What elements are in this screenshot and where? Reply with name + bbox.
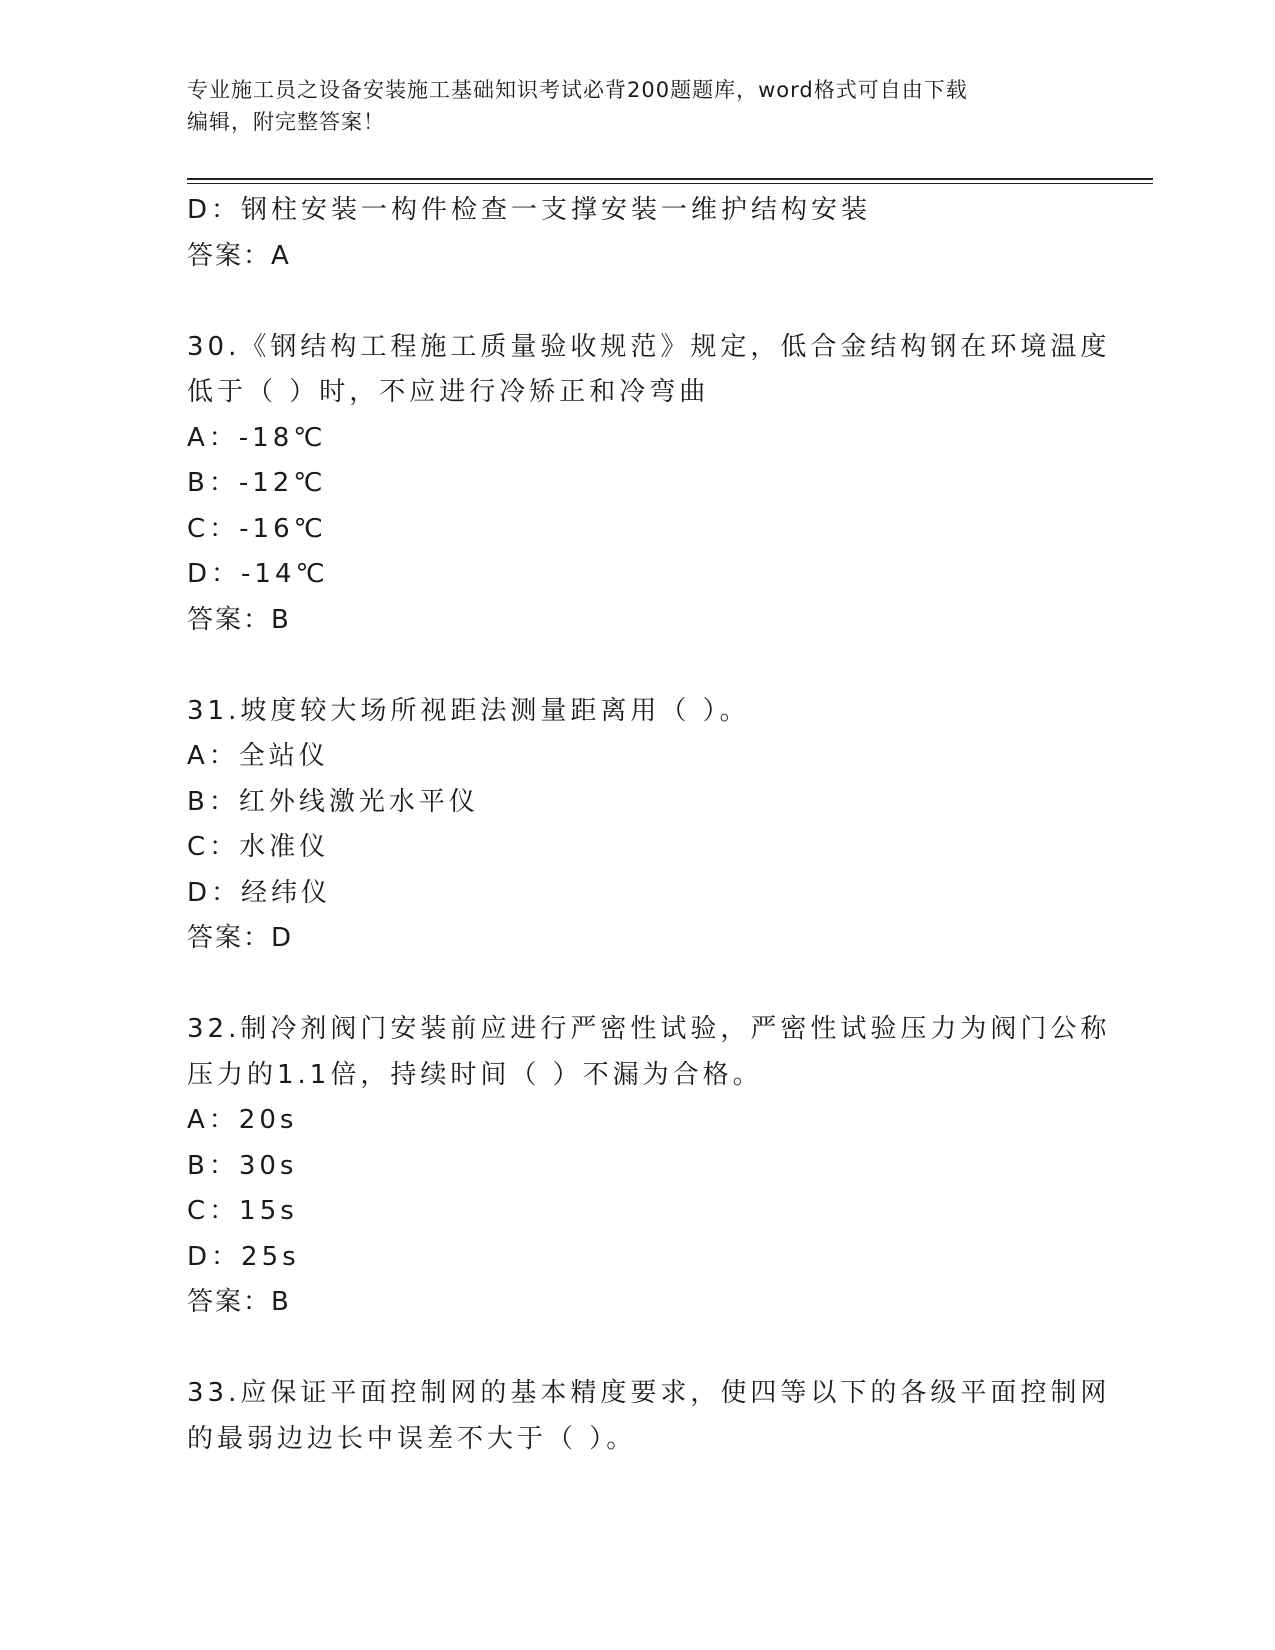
option-b: B：-12℃ <box>187 468 327 498</box>
option-b: B：30s <box>187 1150 298 1181</box>
question-list <box>187 188 1111 1462</box>
question-stem-line-1: 31.坡度较大场所视距法测量距离用（ ）。 <box>187 695 750 726</box>
spacer <box>187 279 1087 325</box>
answer-line: 答案：A <box>187 240 291 271</box>
answer-line: 答案：B <box>187 1287 291 1317</box>
question-stem-line-2: 压力的1.1倍，持续时间（ ）不漏为合格。 <box>187 1059 763 1090</box>
option-a: A：-18℃ <box>187 422 327 453</box>
option-b: B：红外线激光水平仪 <box>187 786 479 817</box>
question-30 <box>187 325 1111 644</box>
question-stem-line-1: 33.应保证平面控制网的基本精度要求，使四等以下的各级平面控制网 <box>187 1378 1111 1408</box>
answer-line: 答案：B <box>187 604 291 635</box>
spacer <box>187 962 1087 1008</box>
question-31 <box>187 689 1087 962</box>
option-c: C：水准仪 <box>187 832 330 862</box>
previous-question-tail <box>187 188 1087 279</box>
option-c: C：15s <box>187 1196 298 1226</box>
question-33 <box>187 1371 1111 1462</box>
option-d: D：经纬仪 <box>187 877 332 908</box>
question-stem-line-2: 的最弱边边长中误差不大于（ ）。 <box>187 1423 637 1454</box>
option-a: A：20s <box>187 1105 298 1135</box>
option-d: D：钢柱安装一构件检查一支撑安装一维护结构安装 <box>187 195 872 225</box>
option-a: A：全站仪 <box>187 741 329 771</box>
spacer <box>187 1326 1087 1372</box>
header-divider-thick <box>187 178 1153 180</box>
header-title-line-2: 编辑，附完整答案！ <box>187 110 385 134</box>
option-d: D：-14℃ <box>187 559 329 589</box>
header-title-line-1: 专业施工员之设备安装施工基础知识考试必背200题题库，word格式可自由下载 <box>187 78 968 102</box>
document-header <box>187 74 1067 138</box>
question-stem-line-2: 低于（ ）时，不应进行冷矫正和冷弯曲 <box>187 377 710 407</box>
question-32 <box>187 1007 1111 1326</box>
spacer <box>187 643 1087 689</box>
option-d: D：25s <box>187 1241 300 1272</box>
question-stem-line-1: 32.制冷剂阀门安装前应进行严密性试验，严密性试验压力为阀门公称 <box>187 1014 1111 1044</box>
option-c: C：-16℃ <box>187 513 327 544</box>
answer-line: 答案：D <box>187 923 294 953</box>
question-stem-line-1: 30.《钢结构工程施工质量验收规范》规定，低合金结构钢在环境温度 <box>187 331 1111 362</box>
header-divider-thin <box>187 183 1153 184</box>
